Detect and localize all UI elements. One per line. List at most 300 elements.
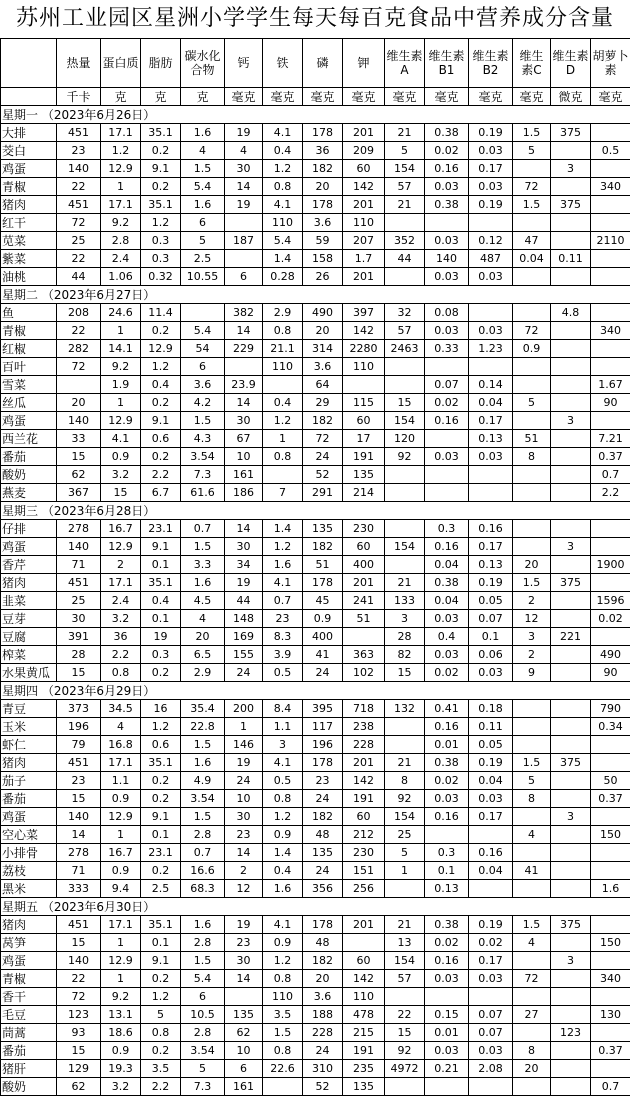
nutrient-value: 54 bbox=[181, 340, 225, 358]
nutrient-value: 235 bbox=[343, 1060, 385, 1078]
nutrient-value: 1.9 bbox=[101, 376, 141, 394]
nutrient-value: 2280 bbox=[343, 340, 385, 358]
nutrient-value bbox=[551, 1006, 591, 1024]
nutrient-value: 6.7 bbox=[141, 484, 181, 502]
nutrient-value: 182 bbox=[303, 538, 343, 556]
nutrient-value: 1.23 bbox=[469, 340, 513, 358]
nutrient-value: 0.2 bbox=[141, 178, 181, 196]
nutrient-value bbox=[425, 988, 469, 1006]
food-name: 大排 bbox=[1, 124, 57, 142]
nutrient-value: 34 bbox=[225, 556, 263, 574]
nutrient-value: 14 bbox=[225, 394, 263, 412]
nutrient-value: 1.5 bbox=[263, 1024, 303, 1042]
nutrient-value: 45 bbox=[303, 592, 343, 610]
nutrient-value: 4 bbox=[225, 142, 263, 160]
nutrient-value: 0.16 bbox=[425, 412, 469, 430]
nutrient-value: 1.2 bbox=[263, 952, 303, 970]
nutrient-value bbox=[513, 1078, 551, 1096]
nutrient-value: 0.7 bbox=[263, 592, 303, 610]
table-row bbox=[1, 790, 630, 808]
nutrient-value bbox=[425, 358, 469, 376]
nutrient-value: 0.1 bbox=[425, 862, 469, 880]
nutrient-value: 24 bbox=[225, 772, 263, 790]
nutrient-value: 0.8 bbox=[263, 1042, 303, 1060]
food-name: 番茄 bbox=[1, 448, 57, 466]
nutrient-value: 291 bbox=[303, 484, 343, 502]
nutrient-value: 4.1 bbox=[101, 430, 141, 448]
nutrient-value: 140 bbox=[57, 952, 101, 970]
nutrient-value: 0.16 bbox=[469, 520, 513, 538]
nutrient-value: 0.08 bbox=[425, 304, 469, 322]
nutrient-value: 10 bbox=[225, 1042, 263, 1060]
nutrient-value bbox=[551, 1042, 591, 1060]
food-name: 猪肉 bbox=[1, 574, 57, 592]
nutrient-value: 1.2 bbox=[263, 808, 303, 826]
nutrient-value: 154 bbox=[385, 808, 425, 826]
nutrient-value: 72 bbox=[513, 322, 551, 340]
nutrient-value: 79 bbox=[57, 736, 101, 754]
nutrient-value: 52 bbox=[303, 466, 343, 484]
nutrient-value bbox=[551, 322, 591, 340]
nutrient-value: 3.3 bbox=[181, 556, 225, 574]
nutrient-value: 9.1 bbox=[141, 952, 181, 970]
nutrient-value: 0.19 bbox=[469, 124, 513, 142]
nutrient-value: 7.3 bbox=[181, 1078, 225, 1096]
nutrient-value bbox=[343, 376, 385, 394]
nutrient-value: 0.38 bbox=[425, 754, 469, 772]
nutrient-value bbox=[551, 394, 591, 412]
nutrient-value: 72 bbox=[303, 430, 343, 448]
nutrient-value: 14 bbox=[225, 844, 263, 862]
nutrient-value bbox=[551, 826, 591, 844]
nutrient-value: 3 bbox=[263, 736, 303, 754]
nutrient-value: 400 bbox=[343, 556, 385, 574]
day-label: 星期四 （2023年6月29日） bbox=[1, 682, 630, 700]
nutrient-value: 16 bbox=[141, 700, 181, 718]
nutrient-value bbox=[591, 268, 630, 286]
nutrient-value: 1900 bbox=[591, 556, 630, 574]
nutrient-value: 25 bbox=[57, 592, 101, 610]
nutrient-value: 0.16 bbox=[425, 160, 469, 178]
nutrient-value bbox=[343, 934, 385, 952]
food-name: 番茄 bbox=[1, 790, 57, 808]
nutrient-value bbox=[551, 988, 591, 1006]
table-row bbox=[1, 124, 630, 142]
nutrient-value: 1.4 bbox=[263, 250, 303, 268]
nutrient-value: 26 bbox=[303, 268, 343, 286]
nutrient-value: 140 bbox=[57, 412, 101, 430]
food-name: 莴笋 bbox=[1, 934, 57, 952]
nutrient-value: 71 bbox=[57, 556, 101, 574]
nutrient-value: 0.9 bbox=[263, 934, 303, 952]
nutrient-value: 0.04 bbox=[425, 556, 469, 574]
nutrient-value: 0.03 bbox=[469, 1042, 513, 1060]
nutrient-value: 1.67 bbox=[591, 376, 630, 394]
nutrient-value: 22 bbox=[57, 178, 101, 196]
nutrient-value: 117 bbox=[303, 718, 343, 736]
nutrient-value: 1.5 bbox=[513, 124, 551, 142]
nutrient-value: 133 bbox=[385, 592, 425, 610]
nutrient-value bbox=[591, 358, 630, 376]
nutrient-value bbox=[225, 988, 263, 1006]
nutrient-value: 0.9 bbox=[101, 862, 141, 880]
nutrient-value: 0.1 bbox=[141, 826, 181, 844]
nutrient-value: 8.3 bbox=[263, 628, 303, 646]
nutrient-value: 3.6 bbox=[181, 376, 225, 394]
table-row bbox=[1, 1078, 630, 1096]
nutrient-value: 0.8 bbox=[141, 1024, 181, 1042]
nutrient-value: 178 bbox=[303, 754, 343, 772]
nutrient-value: 191 bbox=[343, 1042, 385, 1060]
nutrient-value bbox=[513, 844, 551, 862]
nutrient-value: 72 bbox=[513, 178, 551, 196]
nutrient-value: 2463 bbox=[385, 340, 425, 358]
nutrient-value bbox=[469, 880, 513, 898]
day-label: 星期一 （2023年6月26日） bbox=[1, 106, 630, 124]
nutrient-value: 0.04 bbox=[469, 862, 513, 880]
nutrient-value: 10.55 bbox=[181, 268, 225, 286]
food-name: 虾仁 bbox=[1, 736, 57, 754]
food-name: 黑米 bbox=[1, 880, 57, 898]
nutrient-value: 3.6 bbox=[303, 988, 343, 1006]
food-name: 荔枝 bbox=[1, 862, 57, 880]
nutrient-value: 135 bbox=[303, 520, 343, 538]
nutrient-value bbox=[469, 1078, 513, 1096]
nutrient-value: 0.03 bbox=[425, 448, 469, 466]
column-header bbox=[1, 39, 57, 88]
nutrient-value: 215 bbox=[343, 1024, 385, 1042]
nutrient-value bbox=[591, 988, 630, 1006]
nutrient-value: 0.9 bbox=[101, 1042, 141, 1060]
nutrient-value: 1.2 bbox=[141, 718, 181, 736]
nutrient-value: 490 bbox=[303, 304, 343, 322]
nutrient-value: 0.03 bbox=[425, 322, 469, 340]
nutrient-value: 93 bbox=[57, 1024, 101, 1042]
nutrient-value: 44 bbox=[57, 268, 101, 286]
nutrient-value: 1.5 bbox=[513, 196, 551, 214]
nutrient-value: 72 bbox=[57, 358, 101, 376]
table-row bbox=[1, 556, 630, 574]
nutrient-value: 0.03 bbox=[425, 790, 469, 808]
nutrient-value: 10 bbox=[225, 790, 263, 808]
column-header: 碳水化合物 bbox=[181, 39, 225, 88]
nutrient-value: 23 bbox=[225, 934, 263, 952]
nutrient-value: 178 bbox=[303, 916, 343, 934]
nutrient-value: 214 bbox=[343, 484, 385, 502]
nutrient-value bbox=[513, 880, 551, 898]
nutrient-value: 4 bbox=[101, 718, 141, 736]
table-body bbox=[1, 39, 630, 1096]
table-row bbox=[1, 520, 630, 538]
nutrient-value: 23 bbox=[225, 826, 263, 844]
nutrient-value: 367 bbox=[57, 484, 101, 502]
nutrient-value: 451 bbox=[57, 916, 101, 934]
nutrient-value: 142 bbox=[343, 178, 385, 196]
table-row bbox=[1, 1006, 630, 1024]
nutrient-value bbox=[591, 574, 630, 592]
nutrient-value: 115 bbox=[343, 394, 385, 412]
nutrient-value: 375 bbox=[551, 754, 591, 772]
nutrient-value bbox=[591, 952, 630, 970]
table-row bbox=[1, 232, 630, 250]
nutrient-value: 0.03 bbox=[425, 178, 469, 196]
nutrient-value: 790 bbox=[591, 700, 630, 718]
nutrient-value: 0.8 bbox=[263, 322, 303, 340]
nutrient-value: 1.5 bbox=[181, 808, 225, 826]
nutrient-value: 1596 bbox=[591, 592, 630, 610]
column-header: 脂肪 bbox=[141, 39, 181, 88]
nutrient-value bbox=[263, 376, 303, 394]
nutrient-value: 60 bbox=[343, 952, 385, 970]
nutrient-value: 0.17 bbox=[469, 952, 513, 970]
nutrient-value: 0.02 bbox=[425, 934, 469, 952]
nutrient-value bbox=[425, 466, 469, 484]
nutrient-value: 9.1 bbox=[141, 160, 181, 178]
nutrient-value: 0.33 bbox=[425, 340, 469, 358]
nutrient-value: 375 bbox=[551, 196, 591, 214]
food-name: 鸡蛋 bbox=[1, 412, 57, 430]
nutrient-value bbox=[551, 790, 591, 808]
nutrient-value: 0.12 bbox=[469, 232, 513, 250]
nutrient-value: 72 bbox=[57, 988, 101, 1006]
nutrient-value: 67 bbox=[225, 430, 263, 448]
nutrient-value: 9.4 bbox=[101, 880, 141, 898]
nutrient-value bbox=[385, 736, 425, 754]
nutrient-value: 3.6 bbox=[303, 358, 343, 376]
food-name: 茭白 bbox=[1, 142, 57, 160]
food-name: 空心菜 bbox=[1, 826, 57, 844]
nutrient-value: 15 bbox=[385, 394, 425, 412]
nutrient-value bbox=[385, 880, 425, 898]
nutrient-value: 3.54 bbox=[181, 448, 225, 466]
nutrient-value: 340 bbox=[591, 322, 630, 340]
nutrient-value: 35.1 bbox=[141, 916, 181, 934]
nutrient-value: 2.9 bbox=[181, 664, 225, 682]
table-row bbox=[1, 772, 630, 790]
food-name: 西兰花 bbox=[1, 430, 57, 448]
nutrient-value: 0.2 bbox=[141, 790, 181, 808]
nutrient-value: 6 bbox=[181, 214, 225, 232]
unit-cell: 毫克 bbox=[303, 88, 343, 106]
nutrient-value: 3 bbox=[385, 610, 425, 628]
nutrient-value: 9.2 bbox=[101, 988, 141, 1006]
nutrient-value: 191 bbox=[343, 790, 385, 808]
nutrient-value: 1.5 bbox=[513, 574, 551, 592]
nutrient-value: 22 bbox=[57, 322, 101, 340]
table-row bbox=[1, 934, 630, 952]
nutrient-value: 0.03 bbox=[425, 646, 469, 664]
nutrient-value: 0.5 bbox=[263, 772, 303, 790]
nutrient-value: 3 bbox=[551, 952, 591, 970]
nutrient-value bbox=[513, 304, 551, 322]
nutrient-value: 4.1 bbox=[263, 916, 303, 934]
nutrient-value: 4972 bbox=[385, 1060, 425, 1078]
nutrient-value: 256 bbox=[343, 880, 385, 898]
nutrient-value: 36 bbox=[303, 142, 343, 160]
nutrient-value bbox=[591, 1060, 630, 1078]
nutrient-value: 146 bbox=[225, 736, 263, 754]
nutrient-value: 0.38 bbox=[425, 196, 469, 214]
nutrient-value: 201 bbox=[343, 574, 385, 592]
nutrient-value bbox=[551, 718, 591, 736]
nutrient-value: 110 bbox=[343, 988, 385, 1006]
nutrient-value: 35.4 bbox=[181, 700, 225, 718]
nutrient-value: 0.03 bbox=[469, 790, 513, 808]
nutrient-value: 21 bbox=[385, 754, 425, 772]
nutrient-value: 82 bbox=[385, 646, 425, 664]
nutrient-value: 123 bbox=[57, 1006, 101, 1024]
column-header: 维生素C bbox=[513, 39, 551, 88]
nutrient-value: 0.18 bbox=[469, 700, 513, 718]
nutrient-value bbox=[551, 880, 591, 898]
food-name: 猪肉 bbox=[1, 196, 57, 214]
nutrient-value: 1.6 bbox=[181, 196, 225, 214]
nutrient-value: 1.5 bbox=[181, 736, 225, 754]
nutrient-value: 0.38 bbox=[425, 916, 469, 934]
nutrient-value bbox=[225, 214, 263, 232]
nutrient-value: 196 bbox=[57, 718, 101, 736]
nutrient-value: 20 bbox=[303, 970, 343, 988]
nutrient-value: 0.2 bbox=[141, 448, 181, 466]
nutrient-value: 23 bbox=[57, 142, 101, 160]
nutrient-value: 0.6 bbox=[141, 736, 181, 754]
nutrient-value bbox=[469, 484, 513, 502]
nutrient-value bbox=[425, 214, 469, 232]
nutrient-value: 0.07 bbox=[469, 1024, 513, 1042]
nutrient-value: 191 bbox=[343, 448, 385, 466]
nutrient-value: 62 bbox=[57, 1078, 101, 1096]
food-name: 榨菜 bbox=[1, 646, 57, 664]
nutrient-value: 30 bbox=[225, 808, 263, 826]
nutrient-value: 5 bbox=[385, 844, 425, 862]
nutrient-value: 2.8 bbox=[101, 232, 141, 250]
nutrient-value: 397 bbox=[343, 304, 385, 322]
nutrient-value: 123 bbox=[551, 1024, 591, 1042]
nutrient-value: 6 bbox=[181, 988, 225, 1006]
nutrient-value: 72 bbox=[513, 970, 551, 988]
food-name: 百叶 bbox=[1, 358, 57, 376]
nutrient-value: 14 bbox=[225, 970, 263, 988]
table-row bbox=[1, 808, 630, 826]
nutrient-value: 178 bbox=[303, 124, 343, 142]
table-row bbox=[1, 592, 630, 610]
food-name: 酸奶 bbox=[1, 1078, 57, 1096]
nutrient-value: 0.6 bbox=[141, 430, 181, 448]
nutrient-value bbox=[385, 556, 425, 574]
table-row bbox=[1, 862, 630, 880]
nutrient-value: 451 bbox=[57, 574, 101, 592]
table-row bbox=[1, 1042, 630, 1060]
nutrient-value: 161 bbox=[225, 466, 263, 484]
nutrient-value: 0.4 bbox=[425, 628, 469, 646]
nutrient-value: 52 bbox=[303, 1078, 343, 1096]
nutrient-value bbox=[385, 520, 425, 538]
nutrient-value: 19 bbox=[141, 628, 181, 646]
nutrient-value: 3.2 bbox=[101, 610, 141, 628]
nutrient-value: 278 bbox=[57, 844, 101, 862]
nutrient-value: 57 bbox=[385, 322, 425, 340]
nutrient-value: 15 bbox=[101, 484, 141, 502]
table-row bbox=[1, 916, 630, 934]
nutrient-value: 21.1 bbox=[263, 340, 303, 358]
table-row bbox=[1, 358, 630, 376]
nutrient-value: 0.7 bbox=[591, 466, 630, 484]
nutrient-value: 375 bbox=[551, 574, 591, 592]
nutrient-value: 2.2 bbox=[101, 646, 141, 664]
nutrient-value: 17.1 bbox=[101, 916, 141, 934]
nutrient-value: 0.11 bbox=[551, 250, 591, 268]
nutrient-value: 51 bbox=[303, 556, 343, 574]
nutrient-value: 0.28 bbox=[263, 268, 303, 286]
nutrient-value: 0.03 bbox=[469, 142, 513, 160]
day-label: 星期三 （2023年6月28日） bbox=[1, 502, 630, 520]
nutrient-value: 0.01 bbox=[425, 1024, 469, 1042]
nutrient-value: 314 bbox=[303, 340, 343, 358]
nutrient-value: 92 bbox=[385, 1042, 425, 1060]
food-name: 鸡蛋 bbox=[1, 952, 57, 970]
food-name: 鸡蛋 bbox=[1, 808, 57, 826]
nutrient-value bbox=[513, 700, 551, 718]
nutrient-value: 23 bbox=[263, 610, 303, 628]
nutrient-value: 1 bbox=[101, 178, 141, 196]
nutrient-value: 12.9 bbox=[101, 538, 141, 556]
nutrient-value: 60 bbox=[343, 808, 385, 826]
nutrient-value bbox=[225, 358, 263, 376]
nutrient-value: 135 bbox=[343, 466, 385, 484]
nutrient-value: 0.3 bbox=[141, 232, 181, 250]
column-header: 热量 bbox=[57, 39, 101, 88]
table-row bbox=[1, 448, 630, 466]
nutrient-value bbox=[513, 520, 551, 538]
nutrient-value: 23.1 bbox=[141, 520, 181, 538]
nutrient-value: 340 bbox=[591, 970, 630, 988]
nutrient-value bbox=[551, 232, 591, 250]
nutrient-value: 0.4 bbox=[263, 862, 303, 880]
nutrient-value: 2 bbox=[225, 862, 263, 880]
nutrient-value: 44 bbox=[225, 592, 263, 610]
nutrient-value: 15 bbox=[57, 934, 101, 952]
nutrient-value bbox=[551, 376, 591, 394]
nutrient-value: 201 bbox=[343, 916, 385, 934]
nutrient-value: 24 bbox=[303, 448, 343, 466]
nutrient-value: 169 bbox=[225, 628, 263, 646]
nutrient-value: 20 bbox=[303, 178, 343, 196]
nutrient-value: 30 bbox=[225, 160, 263, 178]
nutrient-value: 14 bbox=[225, 520, 263, 538]
nutrient-value: 188 bbox=[303, 1006, 343, 1024]
nutrient-value: 1.6 bbox=[591, 880, 630, 898]
nutrient-value bbox=[551, 358, 591, 376]
nutrient-value: 0.07 bbox=[469, 610, 513, 628]
nutrient-value: 3 bbox=[551, 538, 591, 556]
unit-cell: 毫克 bbox=[385, 88, 425, 106]
nutrient-value: 1.4 bbox=[263, 520, 303, 538]
nutrient-value: 208 bbox=[57, 304, 101, 322]
nutrient-value: 8 bbox=[385, 772, 425, 790]
nutrient-value: 3 bbox=[551, 160, 591, 178]
nutrient-value: 0.19 bbox=[469, 916, 513, 934]
nutrient-value: 92 bbox=[385, 790, 425, 808]
table-row bbox=[1, 880, 630, 898]
nutrient-value: 0.17 bbox=[469, 160, 513, 178]
nutrient-value: 71 bbox=[57, 862, 101, 880]
nutrient-value: 0.7 bbox=[591, 1078, 630, 1096]
nutrient-value: 90 bbox=[591, 664, 630, 682]
nutrient-value: 3 bbox=[551, 412, 591, 430]
nutrient-value: 64 bbox=[303, 376, 343, 394]
nutrient-value: 9.2 bbox=[101, 358, 141, 376]
nutrient-value: 0.5 bbox=[591, 142, 630, 160]
